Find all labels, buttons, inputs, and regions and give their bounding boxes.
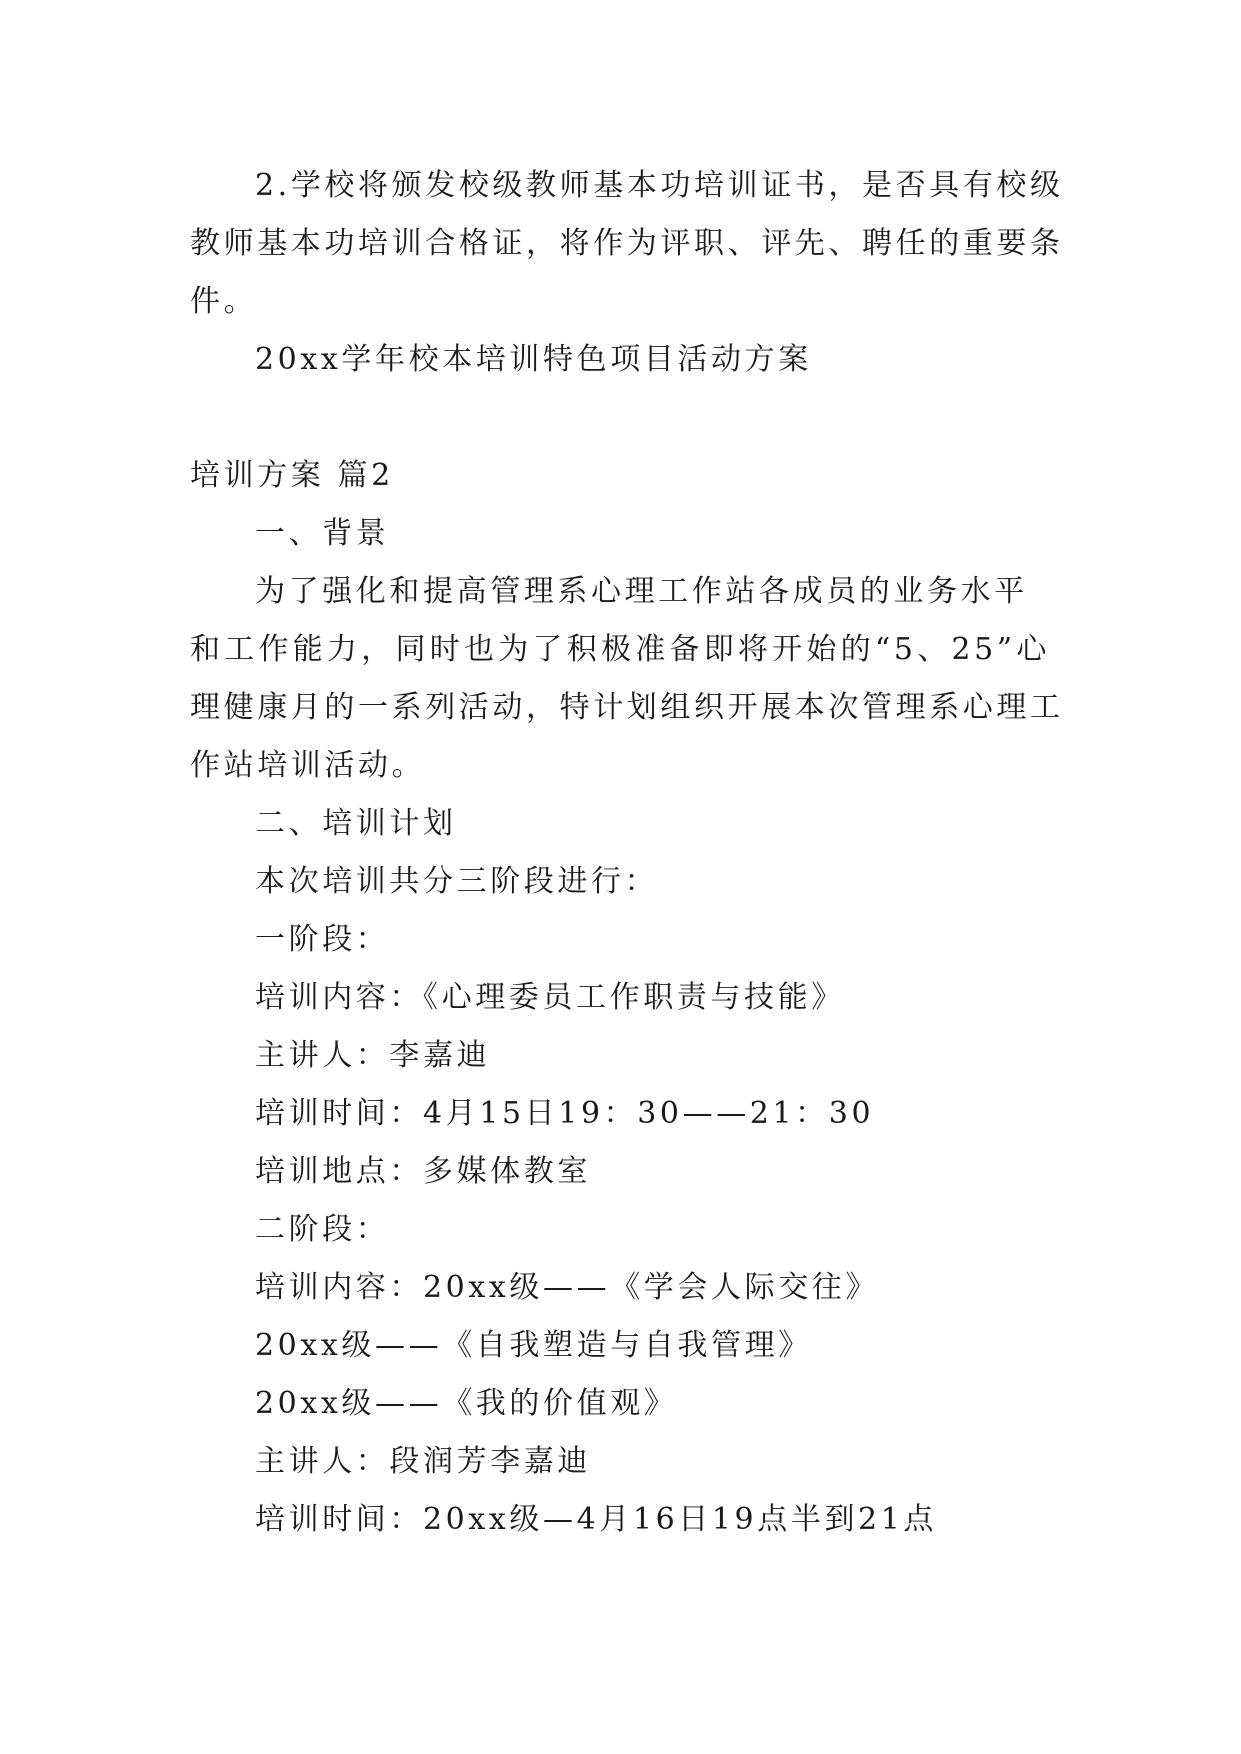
paragraph-line: 为了强化和提高管理系心理工作站各成员的业务水平 [255,574,1028,609]
detail-line: 主讲人：李嘉迪 [255,1038,491,1073]
detail-line: 20xx级——《自我塑造与自我管理》 [255,1328,812,1363]
article-heading: 培训方案 篇2 [190,458,394,493]
stage-label: 二阶段： [255,1212,390,1247]
paragraph-line: 教师基本功培训合格证，将作为评职、评先、聘任的重要条 [190,226,1064,261]
paragraph-line: 和工作能力，同时也为了积极准备即将开始的“5、25”心 [190,632,1050,667]
stage-label: 一阶段： [255,922,390,957]
paragraph-line: 本次培训共分三阶段进行： [255,864,659,899]
paragraph-line: 作站培训活动。 [190,748,426,783]
paragraph-line: 2.学校将颁发校级教师基本功培训证书，是否具有校级 [255,168,1064,203]
detail-line: 培训内容：20xx级——《学会人际交往》 [255,1270,880,1305]
section-heading: 一、背景 [255,516,390,551]
paragraph-line: 件。 [190,284,258,319]
detail-line: 主讲人：段润芳李嘉迪 [255,1444,591,1479]
section-title: 20xx学年校本培训特色项目活动方案 [255,342,812,377]
detail-line: 20xx级——《我的价值观》 [255,1386,678,1421]
detail-line: 培训时间：4月15日19：30——21：30 [255,1096,875,1131]
paragraph-line: 理健康月的一系列活动，特计划组织开展本次管理系心理工 [190,690,1064,725]
detail-line: 培训时间：20xx级—4月16日19点半到21点 [255,1502,938,1537]
detail-line: 培训内容：《心理委员工作职责与技能》 [255,980,845,1015]
detail-line: 培训地点：多媒体教室 [255,1154,591,1189]
section-heading: 二、培训计划 [255,806,457,841]
